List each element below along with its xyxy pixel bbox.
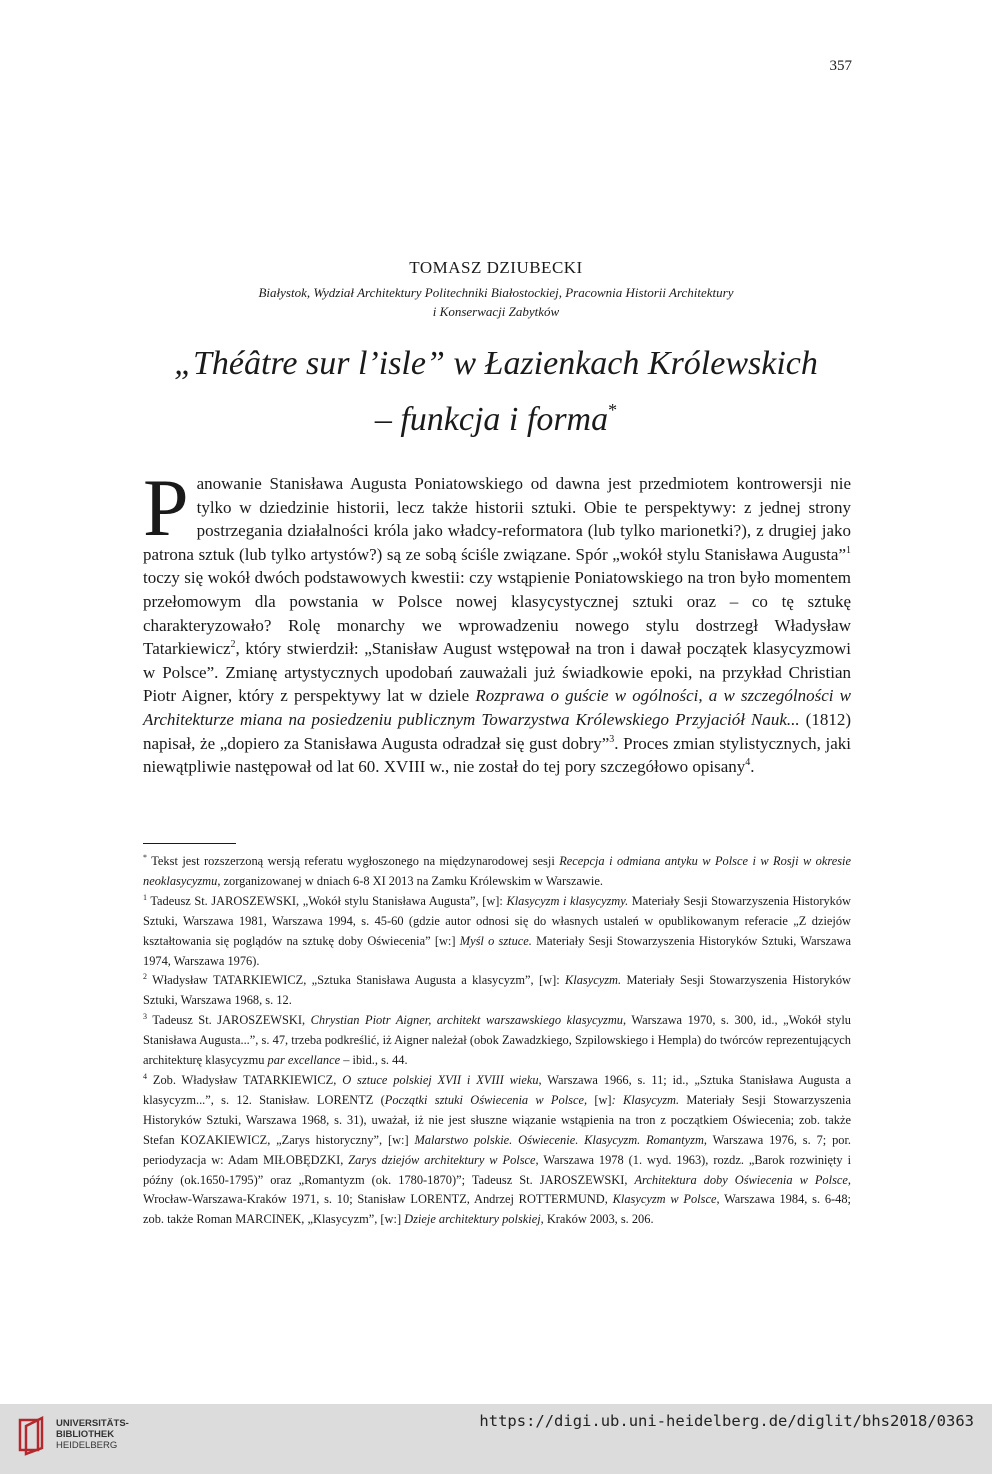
footnote-italic: : Klasycyzm. <box>611 1092 680 1107</box>
footnote-3 <box>143 1011 851 1071</box>
footnote-text: Materiały Sesji Stowarzyszenia Historyków Sztuki, Warszawa 1968, s. 12. <box>143 973 852 1008</box>
title-line-2-text: – funkcja i forma <box>374 401 609 438</box>
footnote-1-mark: 1 <box>143 892 147 902</box>
footnote-text: [w] <box>587 1092 612 1107</box>
footnote-text: Materiały Sesji Stowarzyszenia Historyków Sztuki, Warszawa 1968, s. 31), uważał, iż nie jest słuszne wiązanie wstąpienia na tron z początkiem Oświecenia; zob. także Stefan KOZAKIEWICZ, „Zarys historyczny”, [w:] <box>143 1092 851 1147</box>
footnote-text: , Warszawa 1984, s. 6-48; zob. także Roman MARCINEK, „Klasycyzm”, [w:] <box>143 1192 851 1227</box>
body-text-5: . Proces zmian stylistycznych, jaki niewątpliwie następował od lat 60. XVIII w., nie został do tej pory szczegółowo opisany <box>143 733 851 777</box>
footnote-italic: par excellance <box>267 1053 341 1068</box>
footnote-text: – ibid., s. 44. <box>340 1053 408 1068</box>
library-name-line-1: UNIVERSITÄTS- <box>56 1418 129 1429</box>
footnote-italic: Zarys dziejów architektury w Polsce, <box>348 1152 539 1167</box>
body-paragraph <box>143 462 851 779</box>
body-italic-title: Rozprawa o guście w ogólności, a w szczególności w Architekturze miana na posiedzeniu publicznym Towarzystwa Królewskiego Przyjaciół Nauk... <box>143 686 851 729</box>
footnote-text: Tadeusz St. JAROSZEWSKI, <box>147 1013 311 1028</box>
footnote-italic: Początki sztuki Oświecenia w Polsce, <box>384 1092 588 1107</box>
body-text-4: (1812) napisał, że „dopiero za Stanisława Augusta odradzał się gust dobry” <box>143 709 851 753</box>
footnote-italic: Recepcja i odmiana antyku w Polsce i w Rosji w okresie neoklasycyzmu <box>143 854 851 888</box>
footnote-italic: Klasycyzm w Polsce <box>612 1192 717 1207</box>
title-footnote-mark: * <box>608 400 618 420</box>
footnote-text: , Wrocław-Warszawa-Kraków 1971, s. 10; Stanisław LORENTZ, Andrzej ROTTERMUND, <box>143 1172 851 1207</box>
footnote-italic: Dzieje architektury polskiej <box>404 1212 541 1227</box>
affiliation-line-1: Białystok, Wydział Architektury Politechniki Białostockiej, Pracownia Historii Architektury <box>258 285 734 300</box>
article-title <box>100 340 892 443</box>
footnote-2-mark: 2 <box>143 972 147 982</box>
footnote-ref-1[interactable]: 1 <box>846 544 851 556</box>
footnote-1 <box>143 892 851 972</box>
title-line-1: „Théâtre sur l’isle” w Łazienkach Królewskich <box>174 345 818 382</box>
footnote-text: Tadeusz St. JAROSZEWSKI, „Wokół stylu Stanisława Augusta”, [w]: <box>147 893 507 908</box>
author-affiliation <box>140 283 852 321</box>
footnote-italic: Klasycyzm. <box>565 973 622 988</box>
footnote-text: , Kraków 2003, s. 206. <box>540 1212 654 1227</box>
footnote-3-mark: 3 <box>143 1012 147 1022</box>
footnote-text: , Warszawa 1966, s. 11; id., „Sztuka Stanisława Augusta a klasycyzm...”, s. 12. Stanisław. LORENTZ ( <box>143 1072 851 1107</box>
footnote-italic: Architektura doby Oświecenia w Polsce <box>634 1172 848 1187</box>
footnote-ref-3[interactable]: 3 <box>609 733 615 745</box>
footnote-4-mark: 4 <box>143 1071 147 1081</box>
footnote-italic: Chrystian Piotr Aigner, architekt warszawskiego klasycyzmu <box>310 1013 623 1028</box>
footnote-italic: Myśl o sztuce. <box>459 933 532 948</box>
author-name: TOMASZ DZIUBECKI <box>409 258 583 277</box>
body-text-3: , który stwierdził: „Stanisław August wstępował na tron i dawał początek klasycyzmowi w Polsce”. Zmianę artystycznych upodobań zauważali już świadkowie epoki, na przykład Christian Piotr Aigner, który z perspektywy lat w dziele <box>143 639 851 706</box>
body-text-1: anowanie Stanisława Augusta Poniatowskiego od dawna jest przedmiotem kontrowersji nie tylko w dziedzinie historii, lecz także historii sztuki. Obie te perspektywy: z jednej strony postrzegania działalności króla jako władcy-reformatora (lub tylko marionetki?), z drugiej jako patrona sztuk (lub tylko artystów?) są ze sobą ściśle związane. Spór „wokół stylu Stanisława Augusta” <box>143 474 851 564</box>
footnote-text: Warszawa 1978 (1. wyd. 1963), rozdz. „Barok rozwinięty i późny (ok.1650-1795)” oraz „Romantyzm (ok. 1780-1870)”; Tadeusz St. JAROSZEWSKI, <box>143 1152 852 1187</box>
source-url-link[interactable]: https://digi.ub.uni-heidelberg.de/diglit/bhs2018/0363 <box>479 1412 974 1430</box>
footnote-text: , Warszawa 1970, s. 300, id., „Wokół stylu Stanisława Augusta...”, s. 47, trzeba podkreślić, iż Aigner należał (obok Zawadzkiego, Szpilowskiego i Hempla) do twórców reprezentujących architekturę klasycyzmu <box>143 1013 851 1068</box>
footnote-text: , Warszawa 1976, s. 7; por. periodyzacja w: Adam MIŁOBĘDZKI, <box>143 1132 851 1167</box>
footnote-text: Władysław TATARKIEWICZ, „Sztuka Stanisława Augusta a klasycyzm”, [w]: <box>147 973 565 988</box>
footnote-italic: Malarstwo polskie. Oświecenie. Klasycyzm. Romantyzm <box>414 1132 704 1147</box>
title-line-2 <box>100 387 892 443</box>
footnote-star-mark: * <box>143 853 147 862</box>
footnote-divider <box>143 843 236 844</box>
footnote-italic: Klasycyzm i klasycyzmy. <box>506 893 629 908</box>
footnote-text: Zob. Władysław TATARKIEWICZ, <box>147 1072 343 1087</box>
footnote-italic: O sztuce polskiej XVII i XVIII wieku <box>342 1072 539 1087</box>
library-name-line-2: BIBLIOTHEK <box>56 1429 115 1440</box>
footnote-4 <box>143 1071 851 1230</box>
footnote-text: Materiały Sesji Stowarzyszenia Historyków Sztuki, Warszawa 1974, Warszawa 1976). <box>143 933 851 968</box>
footnotes <box>143 852 851 1230</box>
digitization-footer <box>0 1404 992 1474</box>
footnote-2 <box>143 971 851 1011</box>
footnote-text: Materiały Sesji Stowarzyszenia Historyków Sztuki, Warszawa 1981, Warszawa 1994, s. 45-60 (gdzie autor odnosi się do własnych ustaleń w opublikowanym referacie „Z dziejów kształtowania się poglądów na sztukę doby Oświecenia” [w:] <box>143 893 852 948</box>
footnote-ref-4[interactable]: 4 <box>745 757 751 769</box>
footnote-ref-2[interactable]: 2 <box>230 639 236 651</box>
affiliation-line-2: i Konserwacji Zabytków <box>432 304 560 319</box>
footnote-star <box>143 852 851 892</box>
drop-cap: P <box>143 462 189 553</box>
body-text-6: . <box>750 757 755 777</box>
body-text-2: toczy się wokół dwóch podstawowych kwestii: czy wstąpienie Poniatowskiego na tron było momentem przełomowym dla powstania w Polsce nowej klasycystycznej sztuki oraz – co tę sztukę charakteryzowało? Rolę monarchy we wprowadzeniu nowego stylu dostrzegł Władysław Tatarkiewicz <box>143 568 851 659</box>
library-name-line-3: HEIDELBERG <box>56 1440 118 1451</box>
library-logo-icon <box>18 1416 46 1456</box>
page-number: 357 <box>829 58 852 74</box>
footnote-text: , zorganizowanej w dniach 6-8 XI 2013 na Zamku Królewskim w Warszawie. <box>217 873 603 888</box>
library-name <box>56 1418 129 1451</box>
footnote-text: Tekst jest rozszerzoną wersją referatu wygłoszonego na międzynarodowej sesji <box>147 854 560 868</box>
